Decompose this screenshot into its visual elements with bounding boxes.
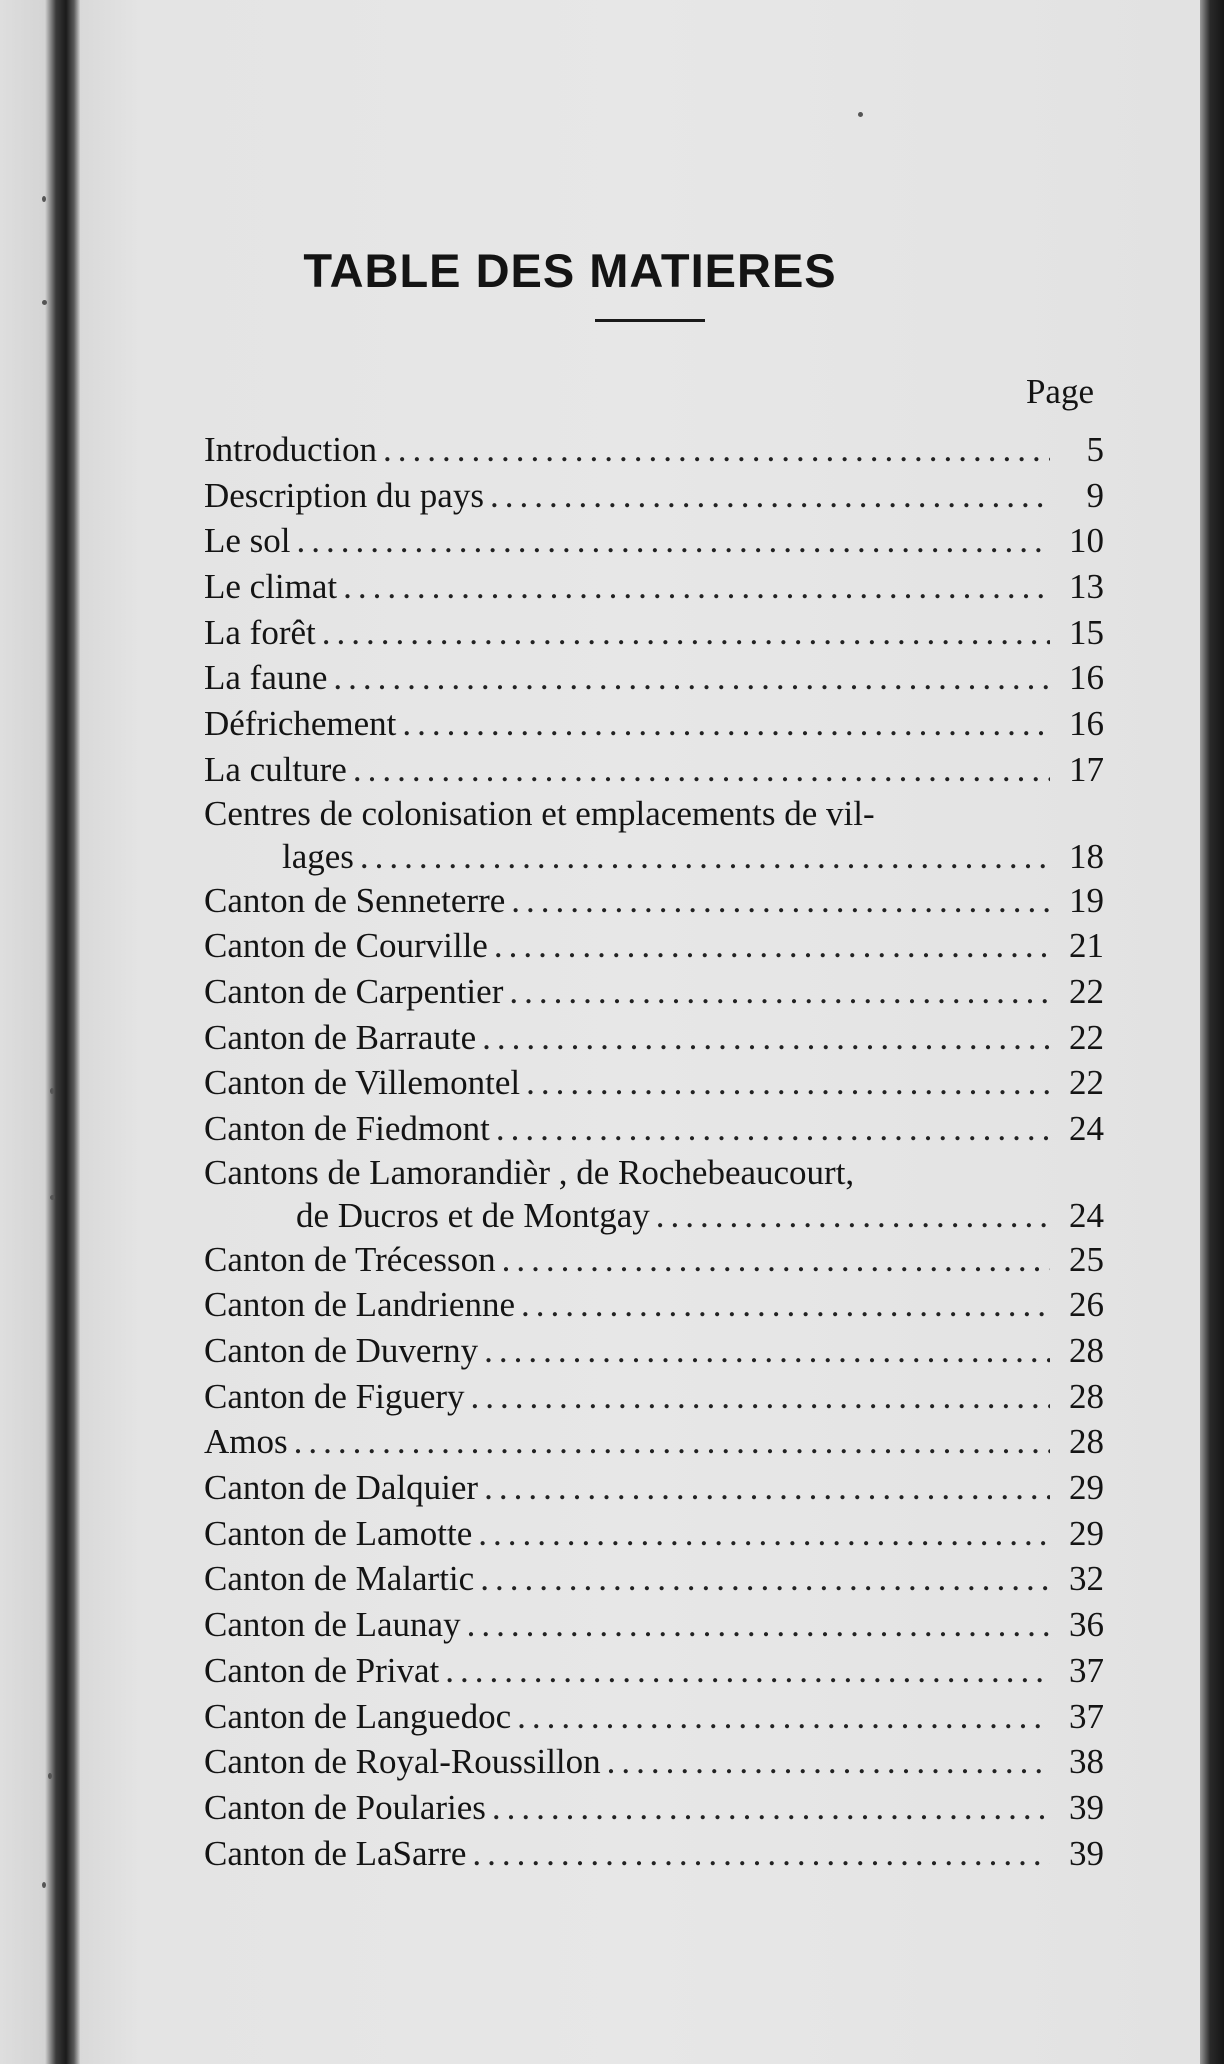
toc-entry-label: Canton de Villemontel — [204, 1063, 521, 1103]
toc-entry-page: 22 — [1069, 1063, 1104, 1103]
dot-leader — [445, 1648, 1050, 1694]
toc-entry-page: 32 — [1069, 1559, 1104, 1599]
dust-speck — [48, 1773, 52, 1779]
dot-leader — [494, 923, 1050, 969]
toc-entry-label: La faune — [204, 658, 328, 698]
toc-entry-label-continued: lages — [282, 836, 354, 876]
toc-entry-label: Canton de Malartic — [204, 1559, 475, 1599]
toc-entry-page: 16 — [1069, 704, 1104, 744]
toc-entry-label: Centres de colonisation et emplacements de vil- — [204, 793, 875, 833]
table-of-contents — [204, 427, 1104, 1876]
dot-leader — [511, 878, 1050, 924]
toc-entry-label: Le sol — [204, 521, 291, 561]
toc-entry-page: 9 — [1086, 475, 1104, 515]
dust-speck — [42, 1882, 46, 1888]
dot-leader — [484, 1465, 1050, 1511]
page-column-header: Page — [1025, 372, 1094, 411]
toc-entry — [204, 1106, 1104, 1152]
toc-entry-label: Canton de Lamotte — [204, 1513, 473, 1553]
dot-leader — [521, 1282, 1050, 1328]
toc-entry-label: Amos — [204, 1422, 288, 1462]
toc-entry — [204, 564, 1104, 610]
dot-leader — [496, 1106, 1050, 1152]
toc-entry-label: Canton de Landrienne — [204, 1285, 516, 1325]
toc-entry-page: 37 — [1069, 1650, 1104, 1690]
toc-entry-page: 38 — [1069, 1742, 1104, 1782]
toc-entry — [204, 1015, 1104, 1061]
dot-leader — [360, 835, 1050, 878]
toc-entry-page: 22 — [1069, 1017, 1104, 1057]
dot-leader — [492, 1785, 1050, 1831]
toc-entry-label: Canton de Fiedmont — [204, 1108, 490, 1148]
toc-entry-label: Introduction — [204, 430, 378, 469]
toc-entry-label: Défrichement — [204, 704, 397, 744]
dust-speck — [50, 1088, 54, 1094]
dot-leader — [490, 473, 1050, 519]
toc-entry — [204, 1739, 1104, 1785]
dot-leader — [322, 610, 1050, 656]
toc-entry-page: 28 — [1069, 1331, 1104, 1370]
dot-leader — [383, 427, 1050, 473]
toc-entry-page: 36 — [1069, 1605, 1104, 1645]
toc-entry — [204, 1465, 1104, 1511]
toc-entry-label: Canton de Figuery — [204, 1376, 465, 1416]
toc-entry-page: 39 — [1069, 1787, 1104, 1827]
toc-entry — [204, 1282, 1104, 1328]
toc-entry-label: Canton de Duverny — [204, 1331, 479, 1370]
toc-entry-page: 39 — [1069, 1833, 1104, 1873]
dot-leader — [478, 1511, 1050, 1557]
title-rule — [595, 319, 705, 322]
dot-leader — [509, 969, 1050, 1015]
toc-entry-page: 25 — [1069, 1239, 1104, 1279]
toc-entry-label: Canton de Dalquier — [204, 1468, 479, 1508]
toc-entry-label: Canton de Senneterre — [204, 880, 506, 920]
toc-entry-label: Canton de Carpentier — [204, 971, 504, 1011]
dot-leader — [353, 747, 1050, 793]
toc-entry — [204, 923, 1104, 969]
toc-entry-label: Canton de Launay — [204, 1605, 461, 1645]
dot-leader — [480, 1556, 1050, 1602]
toc-entry-page: 26 — [1069, 1285, 1104, 1325]
toc-entry — [204, 1831, 1104, 1877]
toc-entry-page: 17 — [1069, 749, 1104, 789]
toc-entry — [204, 969, 1104, 1015]
dot-leader — [333, 655, 1050, 701]
toc-entry-page: 29 — [1069, 1468, 1104, 1508]
dot-leader — [526, 1060, 1050, 1106]
dot-leader — [471, 1374, 1050, 1420]
toc-entry — [204, 427, 1104, 473]
toc-entry — [204, 518, 1104, 564]
dust-speck — [50, 1195, 55, 1200]
toc-entry-label: Cantons de Lamorandièr , de Rochebeaucourt, — [204, 1152, 855, 1192]
dot-leader — [402, 701, 1050, 747]
toc-entry — [204, 1785, 1104, 1831]
toc-entry-label: Canton de Courville — [204, 926, 488, 966]
toc-entry-label: La forêt — [204, 612, 316, 652]
toc-entry-label: Canton de LaSarre — [204, 1833, 467, 1873]
toc-entry — [204, 473, 1104, 519]
toc-entry — [204, 1328, 1104, 1374]
toc-entry — [204, 1152, 1104, 1237]
toc-entry-page: 37 — [1069, 1696, 1104, 1736]
toc-entry — [204, 1556, 1104, 1602]
page-edge-shadow — [1200, 0, 1224, 2064]
dust-speck — [42, 300, 47, 305]
toc-entry-label: Canton de Barraute — [204, 1017, 477, 1057]
dot-leader — [484, 1328, 1050, 1374]
toc-entry-page: 29 — [1069, 1513, 1104, 1553]
dot-leader — [482, 1015, 1050, 1061]
toc-entry-label: Description du pays — [204, 475, 484, 515]
dot-leader — [297, 518, 1050, 564]
toc-entry-label: Le climat — [204, 567, 338, 607]
toc-entry — [204, 1602, 1104, 1648]
toc-entry-page: 21 — [1069, 926, 1104, 966]
toc-entry-label: Canton de Poularies — [204, 1787, 486, 1827]
toc-entry-label: Canton de Languedoc — [204, 1696, 512, 1736]
dot-leader — [467, 1602, 1050, 1648]
page-title: TABLE DES MATIERES — [303, 244, 837, 298]
toc-entry — [204, 1694, 1104, 1740]
dot-leader — [607, 1739, 1050, 1785]
toc-entry — [204, 655, 1104, 701]
toc-entry-page: 15 — [1069, 612, 1104, 652]
toc-entry — [204, 1060, 1104, 1106]
toc-entry — [204, 1648, 1104, 1694]
toc-entry-page: 19 — [1069, 880, 1104, 920]
book-spine — [0, 0, 80, 2064]
toc-entry-page: 22 — [1069, 971, 1104, 1011]
toc-entry-label: Canton de Privat — [204, 1650, 440, 1690]
toc-entry-label: Canton de Trécesson — [204, 1239, 496, 1279]
toc-entry-page: 18 — [1069, 836, 1104, 876]
dot-leader — [517, 1694, 1050, 1740]
dust-speck — [42, 196, 46, 202]
toc-entry — [204, 1237, 1104, 1283]
toc-entry-page: 24 — [1069, 1195, 1104, 1235]
toc-entry-page: 28 — [1069, 1422, 1104, 1462]
toc-entry-page: 13 — [1069, 567, 1104, 607]
toc-entry-page: 16 — [1069, 658, 1104, 698]
dot-leader — [472, 1831, 1050, 1877]
toc-entry-label: La culture — [204, 749, 347, 789]
dot-leader — [294, 1419, 1050, 1465]
toc-entry-page: 24 — [1069, 1108, 1104, 1148]
dot-leader — [656, 1194, 1050, 1237]
toc-entry — [204, 747, 1104, 793]
dot-leader — [343, 564, 1050, 610]
dot-leader — [502, 1237, 1050, 1283]
toc-entry — [204, 793, 1104, 878]
toc-entry — [204, 1511, 1104, 1557]
toc-entry-label-continued: de Ducros et de Montgay — [296, 1195, 650, 1235]
dust-speck — [858, 112, 863, 117]
toc-entry — [204, 701, 1104, 747]
toc-entry — [204, 1419, 1104, 1465]
toc-entry — [204, 878, 1104, 924]
toc-entry-page: 10 — [1069, 521, 1104, 561]
toc-entry — [204, 1374, 1104, 1420]
toc-entry-page: 5 — [1086, 430, 1104, 469]
toc-entry-page: 28 — [1069, 1376, 1104, 1416]
toc-entry — [204, 610, 1104, 656]
toc-entry-label: Canton de Royal-Roussillon — [204, 1742, 601, 1782]
